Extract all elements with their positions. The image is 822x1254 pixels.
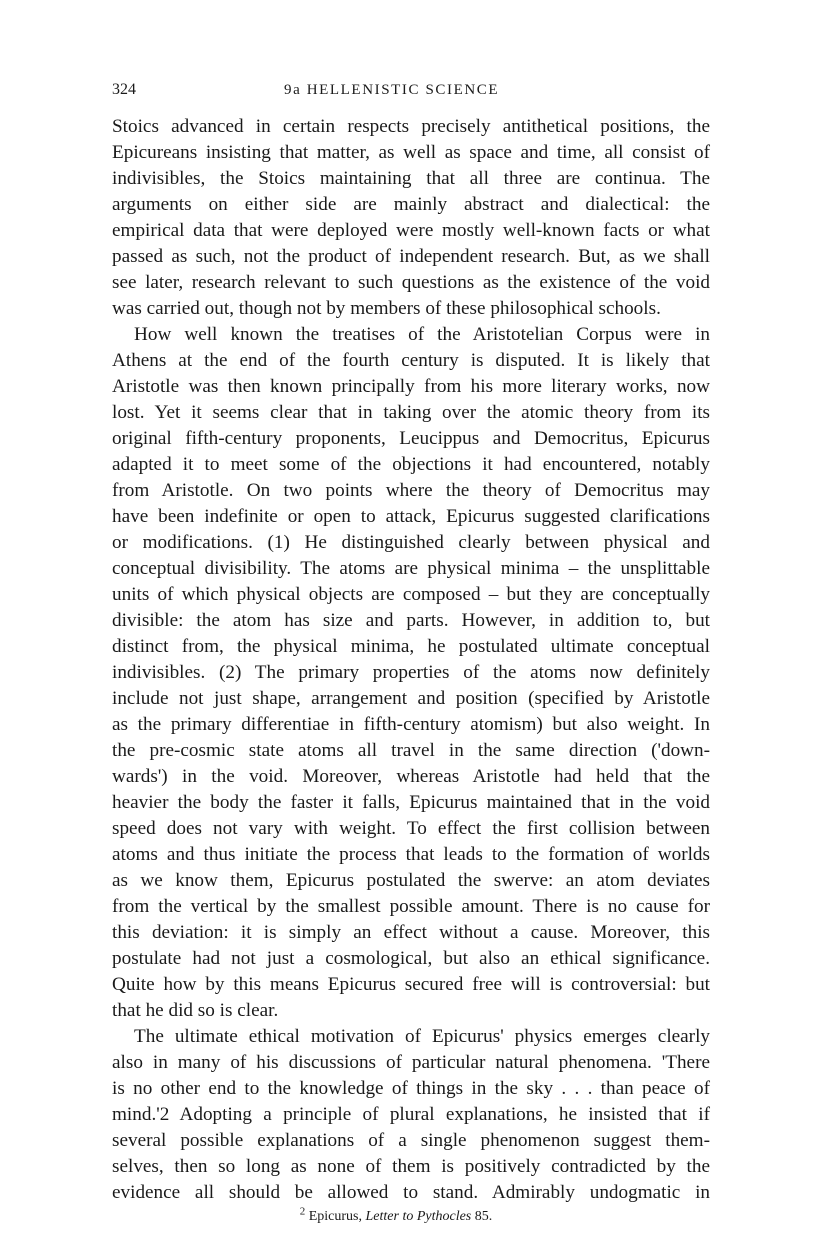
text-line: divisible: the atom has size and parts. However, in addition to, but [112,610,710,631]
text-line: as the primary differentiae in fifth-century atomism) but also weight. In [112,714,710,735]
text-line: from Aristotle. On two points where the theory of Democritus may [112,480,710,501]
page-number: 324 [112,81,136,98]
text-line: mind.'2 Adopting a principle of plural explanations, he insisted that if [112,1104,710,1125]
text-line: from the vertical by the smallest possible amount. There is no cause for [112,896,710,917]
text-line: original fifth-century proponents, Leucippus and Democritus, Epicurus [112,428,710,449]
text-line: postulate had not just a cosmological, but also an ethical significance. [112,948,710,969]
text-line: How well known the treatises of the Aristotelian Corpus were in [134,324,710,345]
text-line: was carried out, though not by members of these philosophical schools. [112,298,661,319]
text-line: indivisibles, the Stoics maintaining that all three are continua. The [112,168,710,189]
text-line: lost. Yet it seems clear that in taking over the atomic theory from its [112,402,710,423]
text-line: Athens at the end of the fourth century is disputed. It is likely that [112,350,710,371]
text-line: include not just shape, arrangement and position (specified by Aristotle [112,688,710,709]
text-line: this deviation: it is simply an effect without a cause. Moreover, this [112,922,710,943]
text-line: the pre-cosmic state atoms all travel in the same direction ('down- [112,740,710,761]
text-line: wards') in the void. Moreover, whereas Aristotle had held that the [112,766,710,787]
text-line: empirical data that were deployed were mostly well-known facts or what [112,220,710,241]
text-line: conceptual divisibility. The atoms are physical minima – the unsplittable [112,558,710,579]
footnote-title: Letter to Pythocles [365,1209,472,1224]
footnote-marker: 2 [299,1205,306,1218]
text-line: also in many of his discussions of particular natural phenomena. 'There [112,1052,710,1073]
text-line: Epicureans insisting that matter, as well as space and time, all consist of [112,142,710,163]
text-line: passed as such, not the product of independent research. But, as we shall [112,246,710,267]
text-line: Stoics advanced in certain respects precisely antithetical positions, the [112,116,710,137]
text-line: Quite how by this means Epicurus secured free will is controversial: but [112,974,710,995]
text-line: is no other end to the knowledge of things in the sky . . . than peace of [112,1078,710,1099]
text-line: see later, research relevant to such questions as the existence of the void [112,272,710,293]
text-line: as we know them, Epicurus postulated the swerve: an atom deviates [112,870,710,891]
text-line: evidence all should be allowed to stand. Admirably undogmatic in [112,1182,710,1203]
text-line: distinct from, the physical minima, he postulated ultimate conceptual [112,636,710,657]
footnote-author: Epicurus, [308,1209,362,1224]
text-line: have been indefinite or open to attack, Epicurus suggested clarifications [112,506,710,527]
section-title: 9a HELLENISTIC SCIENCE [284,82,500,98]
text-line: speed does not vary with weight. To effect the first collision between [112,818,710,839]
text-line: arguments on either side are mainly abstract and dialectical: the [112,194,710,215]
text-line: selves, then so long as none of them is positively contradicted by the [112,1156,710,1177]
footnote [112,1205,710,1226]
text-line: or modifications. (1) He distinguished clearly between physical and [112,532,710,553]
text-line: adapted it to meet some of the objections it had encountered, notably [112,454,710,475]
text-line: atoms and thus initiate the process that leads to the formation of worlds [112,844,710,865]
text-line: indivisibles. (2) The primary properties of the atoms now definitely [112,662,710,683]
text-line: that he did so is clear. [112,1000,279,1021]
text-line: units of which physical objects are composed – but they are conceptually [112,584,710,605]
running-head [112,80,710,104]
book-page [112,80,710,1226]
text-line: several possible explanations of a single phenomenon suggest them- [112,1130,710,1151]
text-line: heavier the body the faster it falls, Epicurus maintained that in the void [112,792,710,813]
body-text [112,114,710,1206]
text-line: The ultimate ethical motivation of Epicurus' physics emerges clearly [134,1026,710,1047]
text-line: Aristotle was then known principally from his more literary works, now [112,376,710,397]
footnote-ref: 85. [474,1209,493,1224]
